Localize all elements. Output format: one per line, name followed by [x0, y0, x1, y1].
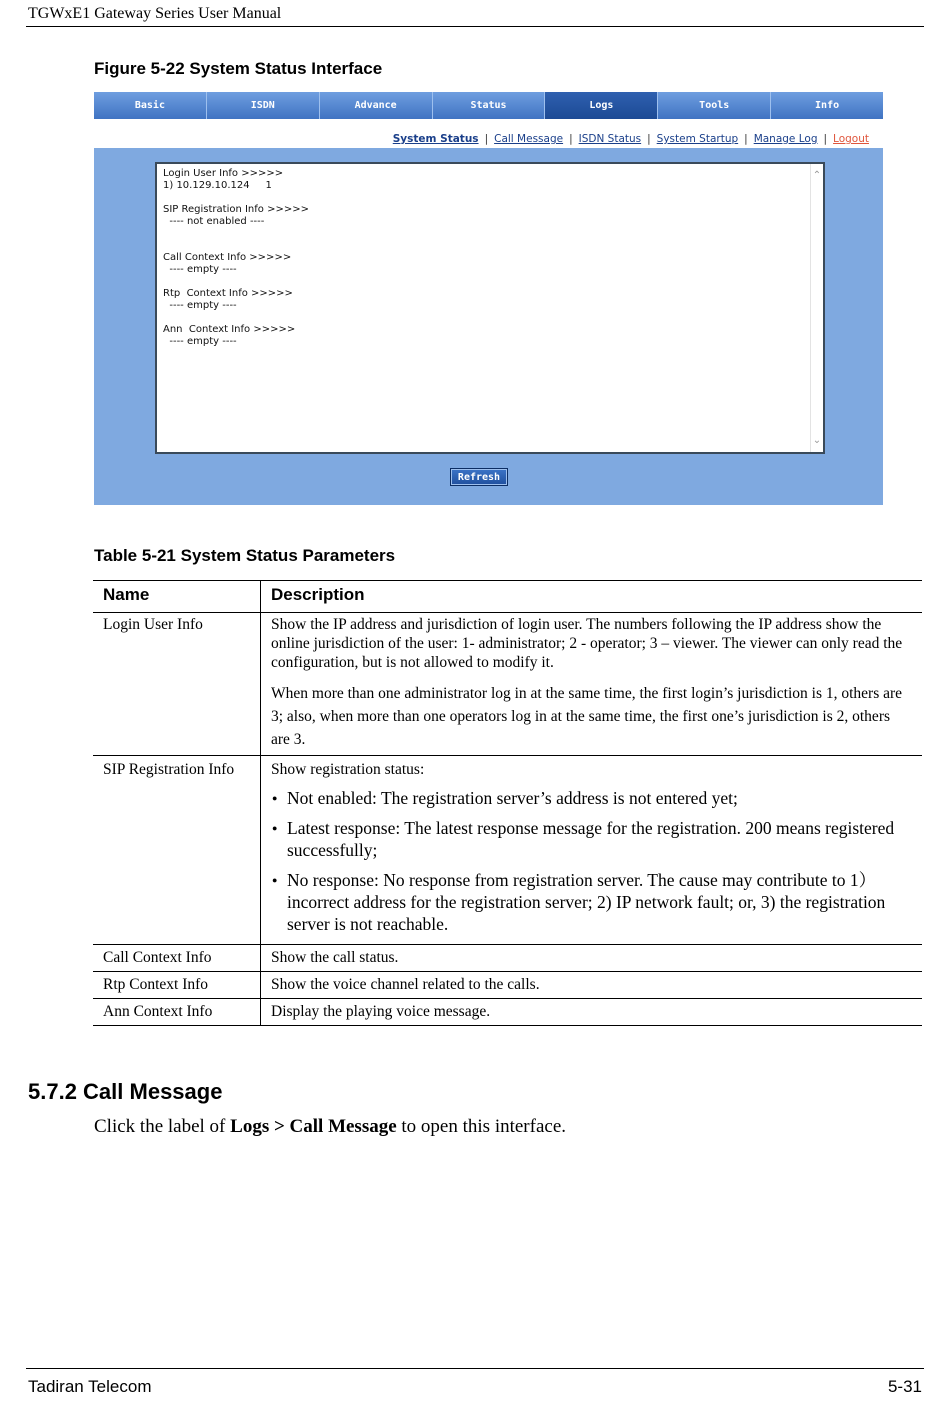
- column-header-description: Description: [261, 581, 923, 613]
- page-header: TGWxE1 Gateway Series User Manual: [28, 5, 282, 22]
- figure-caption: Figure 5-22 System Status Interface: [94, 59, 383, 78]
- link-manage-log[interactable]: Manage Log: [753, 133, 818, 145]
- body-text: to open this interface.: [396, 1116, 567, 1137]
- main-nav-bar: [94, 92, 883, 119]
- row-description: [261, 945, 923, 972]
- page-number: 5-31: [887, 1377, 922, 1396]
- row-name: [93, 972, 261, 999]
- sub-nav-links: [393, 133, 869, 145]
- row-description: [261, 972, 923, 999]
- tab-isdn[interactable]: ISDN: [207, 92, 320, 119]
- separator: |: [569, 133, 573, 145]
- row-name-text: Rtp Context Info: [103, 976, 209, 993]
- status-log-text: Login User Info >>>>> 1) 10.129.10.124 1 SIP Registration Info >>>>> ---- not enabled ---- Call Context Info >>>>> ---- empty ---- Rtp Context Info >>>>> ---- empty ---- Ann Context Info >>>>> ---- empty ----: [163, 168, 309, 347]
- body-menu-path: Logs > Call Message: [230, 1116, 397, 1137]
- separator: |: [484, 133, 489, 145]
- tab-advance[interactable]: Advance: [320, 92, 433, 119]
- scroll-down-icon[interactable]: ⌄: [812, 435, 822, 446]
- scroll-up-icon[interactable]: ⌃: [812, 170, 822, 181]
- description-paragraph: When more than one administrator log in at the same time, the first login’s jurisdiction is 1, others are 3; also, when more than one operators log in at the same time, the first one’s jurisdiction is 2, others are 3.: [271, 685, 903, 748]
- description-paragraph: Display the playing voice message.: [271, 1003, 491, 1020]
- tab-basic[interactable]: Basic: [94, 92, 207, 119]
- row-name: [93, 613, 261, 756]
- header-rule: [26, 26, 924, 27]
- link-system-startup[interactable]: System Startup: [656, 133, 739, 145]
- row-name-text: Login User Info: [103, 616, 203, 633]
- tab-info[interactable]: Info: [771, 92, 883, 119]
- tab-status[interactable]: Status: [433, 92, 546, 119]
- table-caption: Table 5-21 System Status Parameters: [94, 546, 396, 565]
- section-body: [94, 1116, 566, 1138]
- separator: |: [647, 133, 651, 145]
- parameters-table: [93, 580, 922, 1026]
- table-row: [93, 972, 922, 999]
- refresh-button[interactable]: Refresh: [450, 468, 508, 486]
- tab-logs[interactable]: Logs: [545, 92, 658, 119]
- row-name-text: Ann Context Info: [103, 1003, 213, 1020]
- table-row: [93, 945, 922, 972]
- list-item: ● No response: No response from registration server. The cause may contribute to 1） incorrect address for the registration server; 2) IP network fault; or, 3) the registration server is not reachable.: [271, 869, 912, 935]
- row-name-text: SIP Registration Info: [103, 761, 235, 778]
- table-row: [93, 613, 922, 756]
- row-description: [261, 756, 923, 945]
- link-system-status[interactable]: System Status: [392, 133, 479, 145]
- tab-tools[interactable]: Tools: [658, 92, 771, 119]
- status-bullet-list: [271, 787, 912, 941]
- sub-nav-bar: [94, 119, 883, 148]
- link-isdn-status[interactable]: ISDN Status: [578, 133, 642, 145]
- description-paragraph: Show the voice channel related to the calls.: [271, 976, 540, 993]
- separator: |: [823, 133, 828, 145]
- row-name: [93, 999, 261, 1026]
- description-paragraph: Show the IP address and jurisdiction of login user. The numbers following the IP address show the online jurisdiction of the user: 1- administrator; 2 - operator; 3 – viewer. The viewer can only read the configuration, but is not allowed to modify it.: [271, 616, 903, 671]
- table-header-row: [93, 581, 922, 613]
- body-text: Click the label of: [94, 1116, 231, 1137]
- list-item: ● Not enabled: The registration server’s address is not entered yet;: [271, 787, 912, 809]
- footer-rule: [26, 1368, 924, 1369]
- link-call-message[interactable]: Call Message: [494, 133, 564, 145]
- row-name: [93, 945, 261, 972]
- description-paragraph: Show the call status.: [271, 949, 399, 966]
- scrollbar[interactable]: [810, 164, 823, 452]
- row-name: [93, 756, 261, 945]
- list-item: ● Latest response: The latest response message for the registration. 200 means registered successfully;: [271, 817, 912, 861]
- separator: |: [744, 133, 748, 145]
- section-title: 5.7.2 Call Message: [28, 1079, 223, 1104]
- row-description: [261, 613, 923, 756]
- column-header-name: Name: [93, 581, 261, 613]
- system-status-screenshot: [94, 92, 883, 505]
- status-log-textarea[interactable]: [155, 162, 825, 454]
- table-row: [93, 756, 922, 945]
- row-name-text: Call Context Info: [103, 949, 212, 966]
- footer-company: Tadiran Telecom: [28, 1377, 152, 1396]
- row-description: [261, 999, 923, 1026]
- table-row: [93, 999, 922, 1026]
- description-paragraph: Show registration status:: [271, 761, 425, 778]
- link-logout[interactable]: Logout: [833, 133, 869, 145]
